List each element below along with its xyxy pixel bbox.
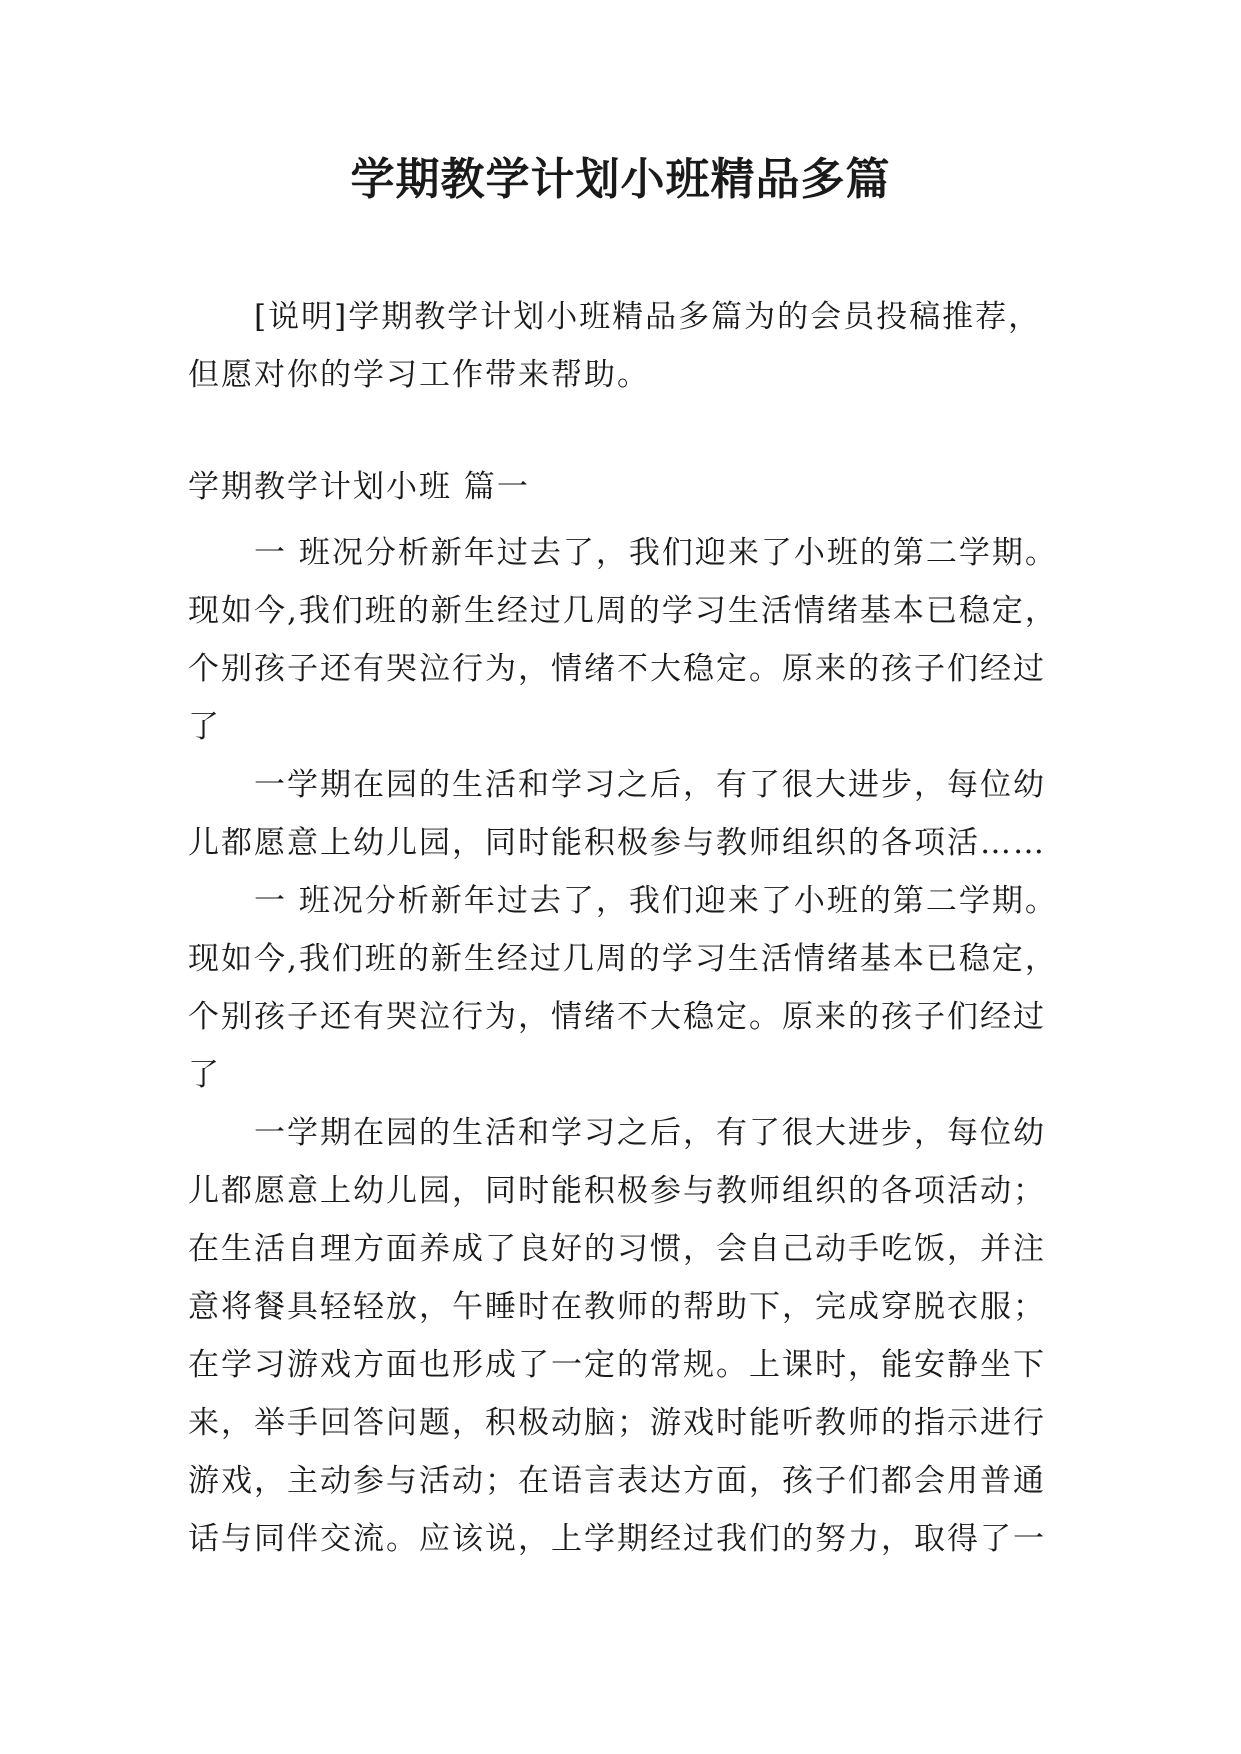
paragraph-line: 儿都愿意上幼儿园，同时能积极参与教师组织的各项活…… <box>188 825 1046 861</box>
paragraph-line: 了 <box>188 1057 221 1093</box>
paragraph-line: 一学期在园的生活和学习之后，有了很大进步，每位幼 <box>254 1115 1046 1151</box>
paragraph-line: 了 <box>188 709 221 745</box>
paragraph-line: 意将餐具轻轻放，午睡时在教师的帮助下，完成穿脱衣服； <box>188 1289 1046 1325</box>
paragraph-1 <box>188 524 1078 756</box>
section-heading <box>188 458 1078 516</box>
paragraph-line: 现如今,我们班的新生经过几周的学习生活情绪基本已稳定， <box>188 941 1058 977</box>
paragraph-line: 在学习游戏方面也形成了一定的常规。上课时，能安静坐下 <box>188 1347 1046 1383</box>
paragraph-line: 现如今,我们班的新生经过几周的学习生活情绪基本已稳定， <box>188 593 1058 629</box>
document-title: 学期教学计划小班精品多篇 <box>350 154 891 205</box>
section-heading-text: 学期教学计划小班 篇一 <box>188 469 530 505</box>
intro-line: 但愿对你的学习工作带来帮助。 <box>188 357 650 393</box>
paragraph-3 <box>188 872 1078 1104</box>
paragraph-line: 一 班况分析新年过去了，我们迎来了小班的第二学期。 <box>254 535 1058 571</box>
paragraph-line: 话与同伴交流。应该说，上学期经过我们的努力，取得了一 <box>188 1521 1046 1557</box>
paragraph-line: 一 班况分析新年过去了，我们迎来了小班的第二学期。 <box>254 883 1058 919</box>
intro-line: [说明]学期教学计划小班精品多篇为的会员投稿推荐， <box>254 299 1042 335</box>
paragraph-line: 来，举手回答问题，积极动脑；游戏时能听教师的指示进行 <box>188 1405 1046 1441</box>
paragraph-line: 在生活自理方面养成了良好的习惯，会自己动手吃饭，并注 <box>188 1231 1046 1267</box>
paragraph-line: 游戏，主动参与活动；在语言表达方面，孩子们都会用普通 <box>188 1463 1046 1499</box>
paragraph-2 <box>188 756 1078 872</box>
paragraph-line: 个别孩子还有哭泣行为，情绪不大稳定。原来的孩子们经过 <box>188 999 1046 1035</box>
intro-paragraph <box>188 288 1078 404</box>
paragraph-line: 个别孩子还有哭泣行为，情绪不大稳定。原来的孩子们经过 <box>188 651 1046 687</box>
paragraph-4 <box>188 1104 1078 1568</box>
paragraph-line: 一学期在园的生活和学习之后，有了很大进步，每位幼 <box>254 767 1046 803</box>
paragraph-line: 儿都愿意上幼儿园，同时能积极参与教师组织的各项活动； <box>188 1173 1046 1209</box>
